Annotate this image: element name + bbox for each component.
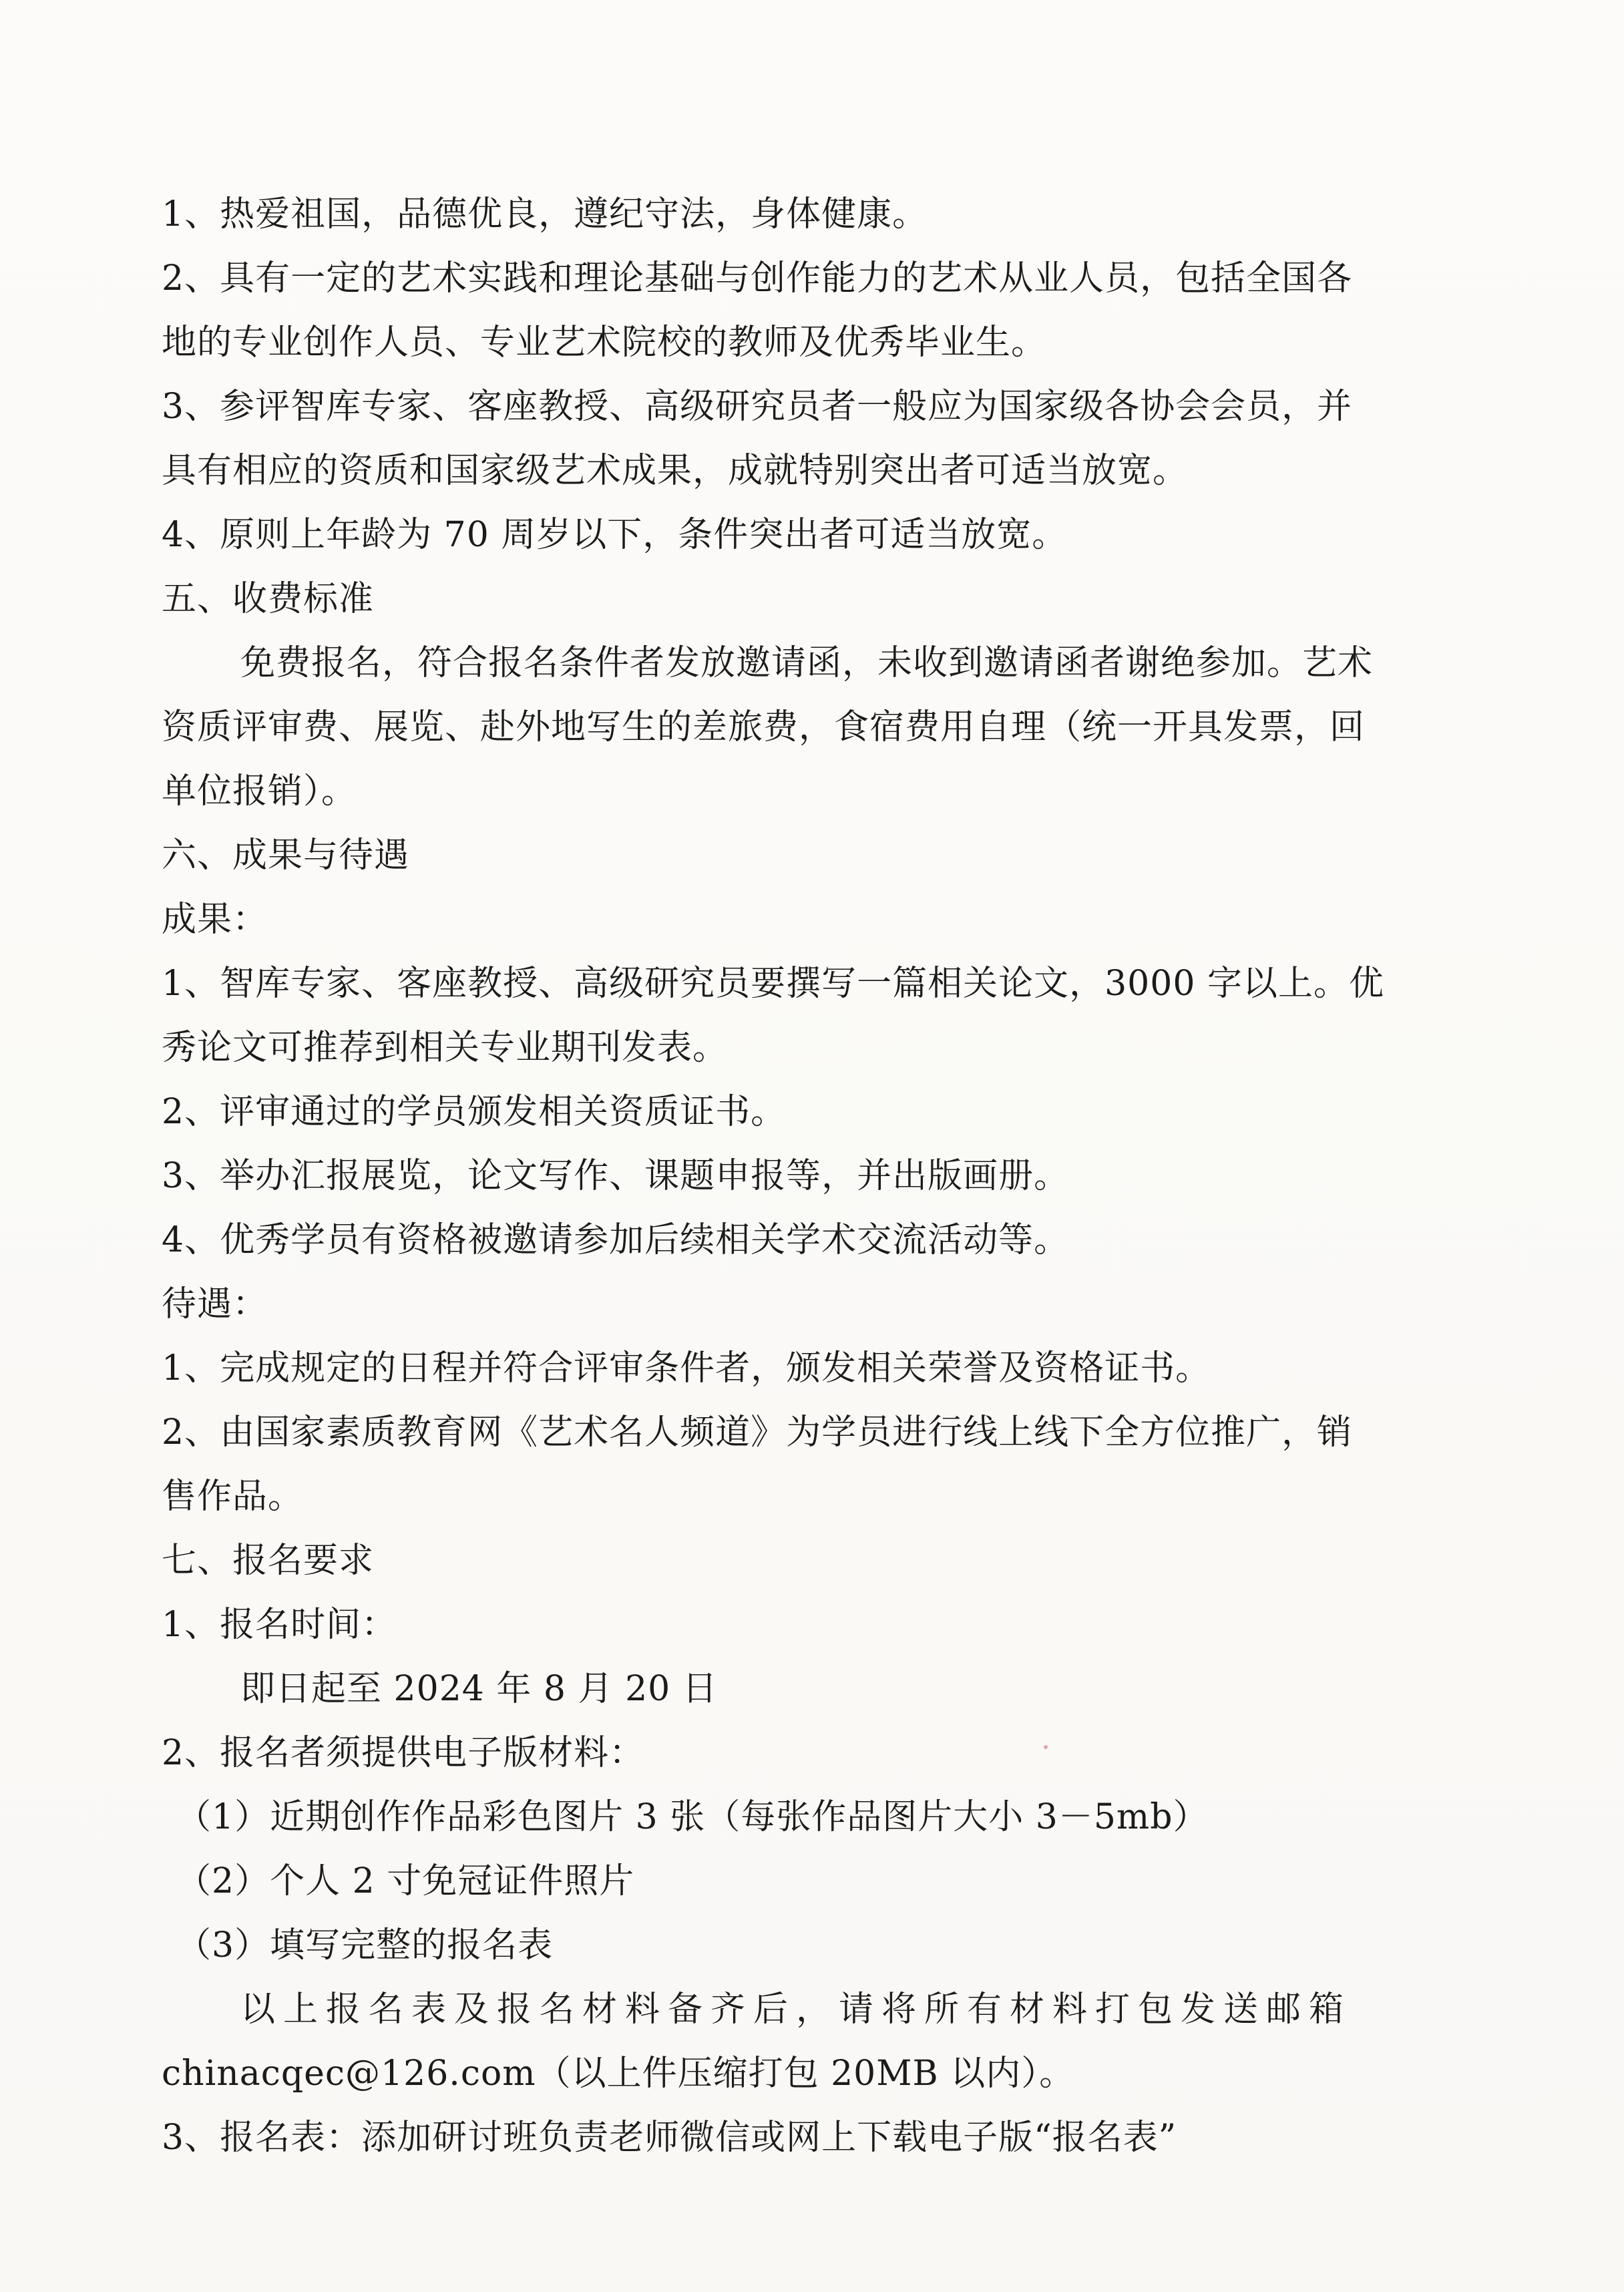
text-line: 2、报名者须提供电子版材料： [162,1733,645,1773]
text-line: 1、完成规定的日程并符合评审条件者，颁发相关荣誉及资格证书。 [162,1348,1211,1388]
list-item: （2）个人 2 寸免冠证件照片 [176,1861,635,1901]
document-body [162,182,1470,2170]
text-line: 地的专业创作人员、专业艺术院校的教师及优秀毕业生。 [162,323,1047,363]
text-line: 1、报名时间： [162,1605,397,1645]
email-line: chinacqec@126.com（以上件压缩打包 20MB 以内）。 [162,2054,1075,2094]
text-line: 1、热爱祖国，品德优良，遵纪守法，身体健康。 [162,194,928,234]
text-line: 即日起至 2024 年 8 月 20 日 [240,1669,718,1709]
list-item: （1）近期创作作品彩色图片 3 张（每张作品图片大小 3－5mb） [176,1797,1209,1837]
text-line: 免费报名，符合报名条件者发放邀请函，未收到邀请函者谢绝参加。艺术 [240,643,1374,683]
text-line: 2、由国家素质教育网《艺术名人频道》为学员进行线上线下全方位推广，销 [162,1412,1353,1453]
text-line: 3、举办汇报展览，论文写作、课题申报等，并出版画册。 [162,1156,1070,1196]
text-line: 2、评审通过的学员颁发相关资质证书。 [162,1092,787,1132]
text-line: 资质评审费、展览、赴外地写生的差旅费，食宿费用自理（统一开具发票，回 [162,707,1366,747]
text-line: 2、具有一定的艺术实践和理论基础与创作能力的艺术从业人员，包括全国各 [162,258,1353,299]
subheading: 待遇： [162,1284,268,1324]
text-line: 售作品。 [162,1477,304,1517]
text-line: 3、参评智库专家、客座教授、高级研究员者一般应为国家级各协会会员，并 [162,387,1353,427]
text-line: 具有相应的资质和国家级艺术成果，成就特别突出者可适当放宽。 [162,451,1189,491]
text-line: 秀论文可推荐到相关专业期刊发表。 [162,1028,729,1068]
text-line: 3、报名表：添加研讨班负责老师微信或网上下载电子版“报名表” [162,2118,1177,2158]
section-heading: 六、成果与待遇 [162,835,410,876]
list-item: （3）填写完整的报名表 [176,1925,554,1965]
text-line: 4、优秀学员有资格被邀请参加后续相关学术交流活动等。 [162,1220,1070,1260]
section-heading: 七、报名要求 [162,1541,375,1581]
text-line: 1、智库专家、客座教授、高级研究员要撰写一篇相关论文，3000 字以上。优 [162,964,1384,1004]
section-heading: 五、收费标准 [162,579,375,619]
text-line: 以上报名表及报名材料备齐后，请将所有材料打包发送邮箱 [240,1989,1352,2030]
text-line: 4、原则上年龄为 70 周岁以下，条件突出者可适当放宽。 [162,515,1068,555]
scan-speck [1044,1745,1048,1749]
subheading: 成果： [162,900,268,940]
text-line: 单位报销）。 [162,771,357,811]
